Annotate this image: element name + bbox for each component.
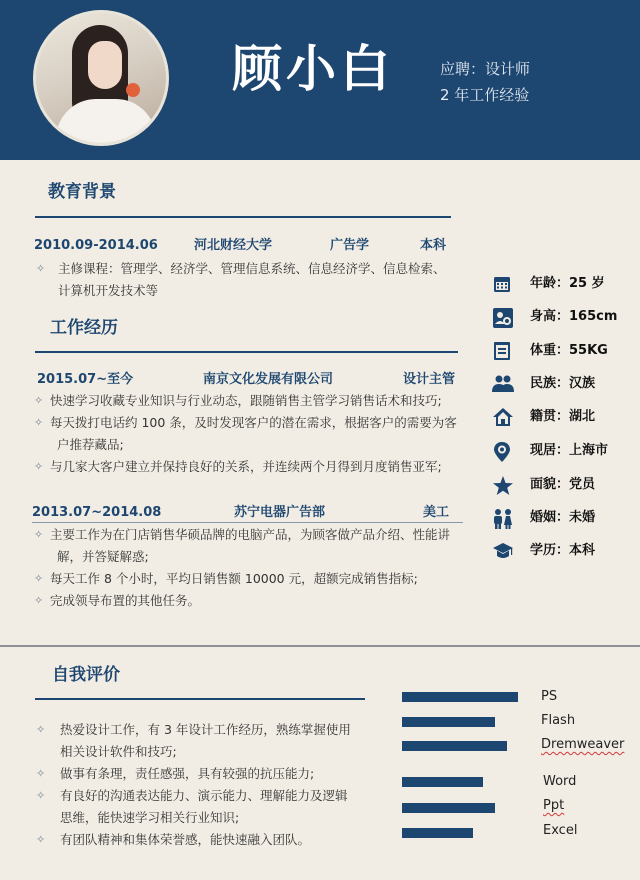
job1-date: 2015.07~至今: [37, 372, 134, 387]
skill-bar-excel: [402, 828, 473, 838]
job2-duty: 主要工作为在门店销售华硕品牌的电脑产品，为顾客做产品介绍、性能讲: [50, 527, 451, 542]
info-education-label: 学历：本科: [530, 543, 596, 558]
skill-bar-ppt: [402, 803, 495, 813]
graduation-cap-icon: [492, 541, 514, 561]
skill-label-flash: Flash: [541, 713, 576, 728]
job2-duty: 每天工作 8 个小时，平均日销售额 10000 元，超额完成销售指标;: [50, 571, 418, 586]
work-experience-years: 2 年工作经验: [440, 86, 530, 104]
self-eval-line: 做事有条理，责任感强，具有较强的抗压能力;: [60, 766, 315, 781]
calendar-icon: [492, 274, 512, 294]
edu-date: 2010.09-2014.06: [34, 238, 158, 253]
edu-major: 广告学: [330, 238, 370, 253]
job1-duty: 每天拨打电话约 100 条，及时发现客户的潜在需求，根据客户的需要为客: [50, 415, 457, 430]
info-politics-label: 面貌：党员: [530, 477, 596, 492]
info-origin-label: 籍贯：湖北: [530, 409, 596, 424]
avatar-photo: [33, 10, 169, 146]
skill-label-word: Word: [543, 774, 577, 789]
bullet-icon: ✧: [36, 789, 46, 802]
education-title: 教育背景: [48, 182, 116, 202]
skill-bar-flash: [402, 717, 495, 727]
skill-label-ps: PS: [541, 689, 558, 704]
bullet-icon: ✧: [34, 460, 44, 473]
skill-bar-ps: [402, 692, 518, 702]
people-icon: [492, 374, 514, 394]
bullet-icon: ✧: [36, 262, 46, 275]
edu-school: 河北财经大学: [194, 238, 273, 253]
job2-duty: 完成领导布置的其他任务。: [50, 593, 201, 608]
bullet-icon: ✧: [34, 572, 44, 585]
bullet-icon: ✧: [34, 416, 44, 429]
bullet-icon: ✧: [34, 594, 44, 607]
bullet-icon: ✧: [36, 833, 46, 846]
home-icon: [492, 407, 514, 427]
job2-company: 苏宁电器广告部: [234, 505, 326, 520]
info-residence-label: 现居：上海市: [530, 443, 609, 458]
skill-bar-dremweaver: [402, 741, 507, 751]
education-divider: [35, 216, 451, 218]
star-icon: [492, 475, 514, 497]
section-separator: [0, 645, 640, 647]
bullet-icon: ✧: [34, 394, 44, 407]
candidate-name: 顾小白: [232, 40, 394, 98]
job1-duty: 快速学习收藏专业知识与行业动态，跟随销售主管学习销售话术和技巧;: [50, 393, 442, 408]
skill-label-ppt: Ppt: [543, 798, 565, 813]
scale-icon: [492, 341, 512, 361]
info-age-label: 年龄：25 岁: [530, 276, 605, 291]
info-marital-label: 婚姻：未婚: [530, 510, 596, 525]
skill-label-excel: Excel: [543, 823, 578, 838]
self-evaluation-divider: [35, 698, 365, 700]
job2-underline: [32, 522, 463, 523]
info-ethnicity-label: 民族：汉族: [530, 376, 596, 391]
self-eval-line: 有良好的沟通表达能力、演示能力、理解能力及逻辑: [60, 788, 348, 803]
job1-company: 南京文化发展有限公司: [203, 372, 334, 387]
work-title: 工作经历: [50, 318, 118, 338]
applied-position: 应聘：设计师: [440, 60, 531, 78]
job2-duty: 解，并答疑解惑;: [57, 549, 149, 564]
bullet-icon: ✧: [36, 723, 46, 736]
edu-courses-line2: 计算机开发技术等: [58, 283, 159, 298]
info-weight-label: 体重：55KG: [530, 343, 608, 358]
job1-duty: 户推荐藏品;: [57, 437, 124, 452]
couple-icon: [492, 508, 514, 530]
id-card-icon: [492, 307, 514, 329]
self-evaluation-title: 自我评价: [52, 665, 120, 685]
edu-degree: 本科: [420, 238, 447, 253]
self-eval-line: 有团队精神和集体荣誉感，能快速融入团队。: [60, 832, 311, 847]
job1-duty: 与几家大客户建立并保持良好的关系，并连续两个月得到月度销售亚军;: [50, 459, 442, 474]
skill-label-dremweaver: Dremweaver: [541, 737, 625, 752]
job2-date: 2013.07~2014.08: [32, 505, 162, 520]
job2-role: 美工: [423, 505, 450, 520]
self-eval-line: 热爱设计工作，有 3 年设计工作经历，熟练掌握使用: [60, 722, 351, 737]
work-divider: [35, 351, 458, 353]
bullet-icon: ✧: [34, 528, 44, 541]
job1-role: 设计主管: [403, 372, 456, 387]
bullet-icon: ✧: [36, 767, 46, 780]
self-eval-line: 相关设计软件和技巧;: [60, 744, 177, 759]
self-eval-line: 思维，能快速学习相关行业知识;: [60, 810, 240, 825]
header-banner: [0, 0, 640, 160]
info-height-label: 身高：165cm: [530, 309, 618, 324]
edu-courses-line1: 主修课程：管理学、经济学、管理信息系统、信息经济学、信息检索、: [58, 261, 446, 276]
skill-bar-word: [402, 777, 483, 787]
location-pin-icon: [492, 441, 512, 463]
